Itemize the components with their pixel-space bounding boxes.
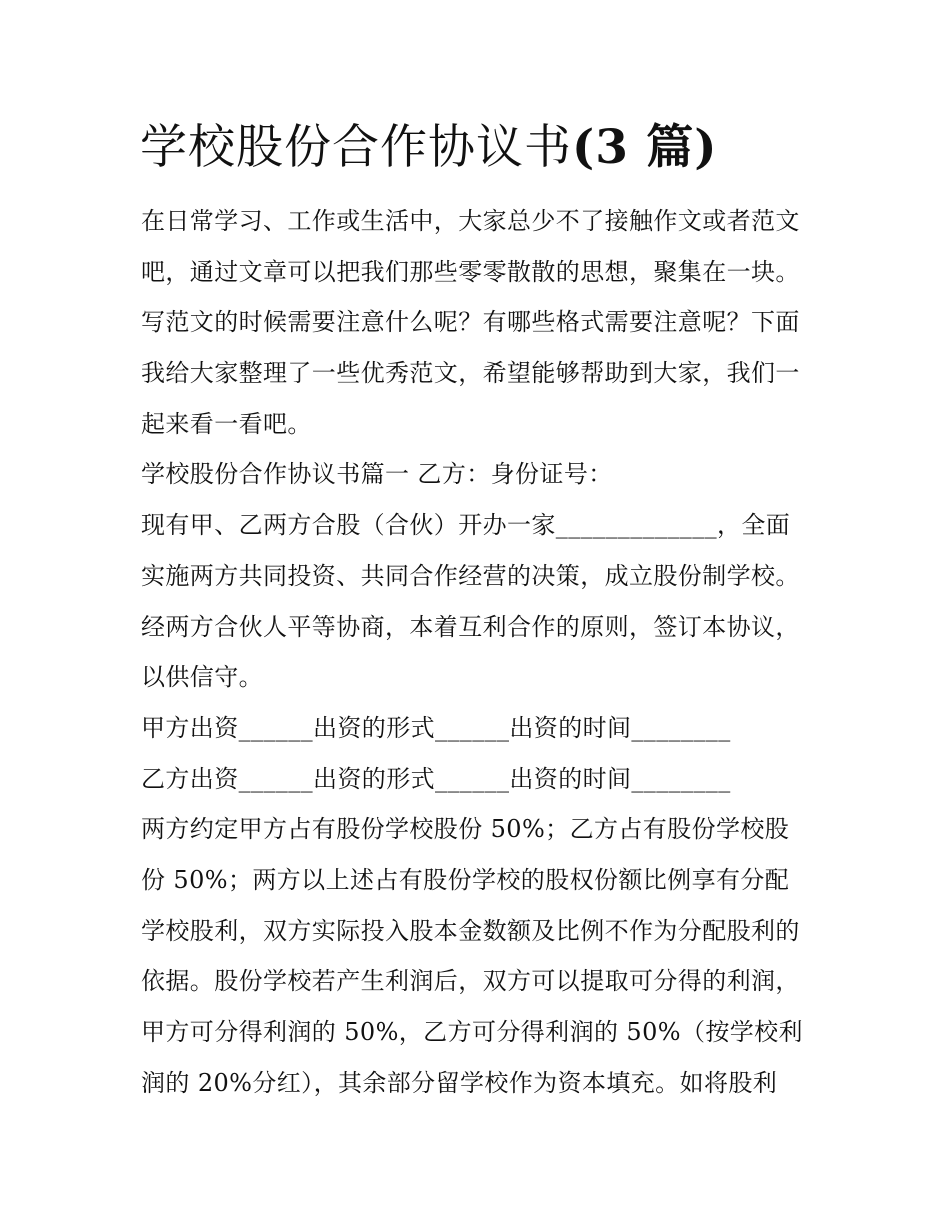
title-main: 学校股份合作协议书 [140,120,572,175]
body-line: 现有甲、乙两方合股（合伙）开办一家_____________，全面 [141,511,791,540]
body-line: 润的 20%分红），其余部分留学校作为资本填充。如将股利 [141,1068,778,1097]
body-line: 实施两方共同投资、共同合作经营的决策，成立股份制学校。 [141,561,800,590]
body-line: 依据。股份学校若产生利润后，双方可以提取可分得的利润， [141,967,800,996]
body-line: 起来看一看吧。 [141,409,312,438]
body-line: 学校股利，双方实际投入股本金数额及比例不作为分配股利的 [141,916,800,945]
body-line: 写范文的时候需要注意什么呢？有哪些格式需要注意呢？下面 [141,308,800,337]
body-line: 甲方可分得利润的 50%，乙方可分得利润的 50%（按学校利 [141,1018,803,1046]
form-line-party-a: 甲方出资______出资的形式______出资的时间________ [141,713,731,742]
body-line: 在日常学习、工作或生活中，大家总少不了接触作文或者范文 [141,207,800,235]
body-line: 份 50%；两方以上述占有股份学校的股权份额比例享有分配 [141,865,790,894]
body-line: 吧，通过文章可以把我们那些零零散散的思想，聚集在一块。 [141,257,800,286]
document-title [140,116,840,180]
section-heading-line: 学校股份合作协议书篇一 乙方：身份证号： [141,460,613,489]
body-line: 以供信守。 [141,663,263,692]
body-line: 我给大家整理了一些优秀范文，希望能够帮助到大家，我们一 [141,359,800,388]
body-line: 经两方合伙人平等协商，本着互利合作的原则，签订本协议， [141,612,800,641]
title-suffix: (3 篇) [572,120,718,175]
document-body [141,196,821,1108]
form-line-party-b: 乙方出资______出资的形式______出资的时间________ [141,764,731,793]
body-line: 两方约定甲方占有股份学校股份 50%；乙方占有股份学校股 [141,815,790,844]
